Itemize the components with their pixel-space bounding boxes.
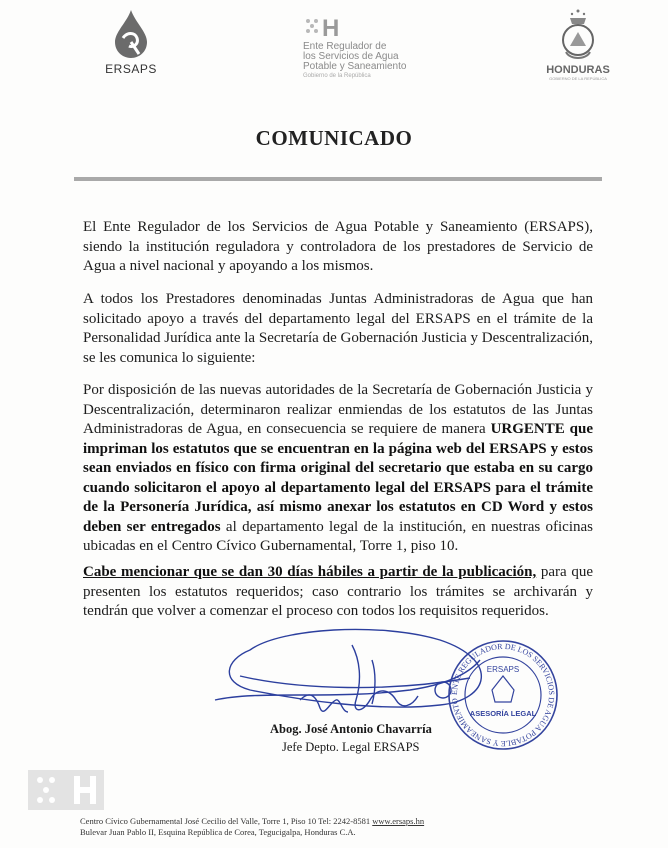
footer-line-2: Bulevar Juan Pablo II, Esquina República de Corea, Tegucigalpa, Honduras C.A.	[80, 827, 356, 837]
ersaps-logo-text: ERSAPS	[105, 62, 157, 76]
paragraph-4-deadline: Cabe mencionar que se dan 30 días hábiles a partir de la publicación,	[83, 564, 537, 580]
paragraph-2: A todos los Prestadores denominadas Juntas Administradoras de Agua que han solicitado apoyo a través del departamento legal del ERSAPS en el trámite de la Personalidad Jurídica ante la Secretaría de Gobernación Justicia y Descentralización, se les comunica lo siguiente:	[83, 291, 593, 366]
paragraph-4-rest: para que presenten los estatutos requeridos; caso contrario los trámites se archivarán y tendrán que volver a comenzar el proceso con todos los requisitos requeridos.	[83, 564, 594, 619]
footer-address-text: Centro Cívico Gubernamental José Cecilio del Valle, Torre 1, Piso 10 Tel: 2242-8581	[80, 816, 373, 826]
footer-h-mark-icon	[28, 770, 104, 810]
document-title: COMUNICADO	[255, 126, 413, 150]
footer-line-1	[80, 816, 500, 827]
ente-line-2: los Servicios de Agua	[303, 51, 399, 62]
signer-name: Abog. José Antonio Chavarría	[270, 722, 432, 736]
footer-address	[80, 816, 500, 838]
signer-position: Jefe Depto. Legal ERSAPS	[282, 740, 420, 754]
stamp-top-text: ERSAPS	[486, 665, 520, 674]
paragraph-1: El Ente Regulador de los Servicios de Agua Potable y Saneamiento (ERSAPS), siendo la institución reguladora y controladora de los prestadores de Servicio de Agua a nivel nacional y apoyando a los mismos.	[83, 219, 593, 274]
paragraph-3-urgent: URGENTE que impriman los estatutos que se encuentran en la página web del ERSAPS y estos sean enviados en físico con firma original del secretario que estaba en su cargo cuando solicitaron el apoyo al departamento legal del ERSAPS para el trámite de la Personería Jurídica, así mismo anexar los estatutos en CD Word y estos deben ser entregados	[83, 421, 593, 535]
honduras-logo-subtext: GOBIERNO DE LA REPÚBLICA	[549, 76, 607, 81]
stamp-bottom-text: ASESORÍA LEGAL	[469, 709, 537, 718]
honduras-logo-text: HONDURAS	[546, 64, 610, 76]
paragraph-3-intro: Por disposición de las nuevas autoridades de la Secretaría de Gobernación Justicia y Descentralización, determinaron realizar enmiendas de los estatutos de las Juntas Administradoras de Agua, en consecuencia se requiere de manera	[83, 382, 593, 437]
footer-website-link[interactable]: www.ersaps.hn	[372, 816, 425, 826]
asesoria-legal-stamp	[449, 641, 557, 749]
paragraph-3-end: al departamento legal de la institución, en nuestras oficinas ubicadas en el Centro Cívico Gubernamental, Torre 1, piso 10.	[83, 518, 593, 554]
ente-subline: Gobierno de la República	[303, 73, 371, 79]
ente-line-3: Potable y Saneamiento	[303, 61, 407, 72]
ente-line-1: Ente Regulador de	[303, 41, 387, 52]
stamp-outer-text	[450, 642, 556, 748]
ente-mark-letter: H	[322, 15, 340, 40]
stamp-outer-path: ENTE REGULADOR DE LOS SERVICIOS DE AGUA POTABLE Y SANEAMIENTO	[449, 641, 557, 749]
handwritten-signature	[215, 629, 481, 712]
